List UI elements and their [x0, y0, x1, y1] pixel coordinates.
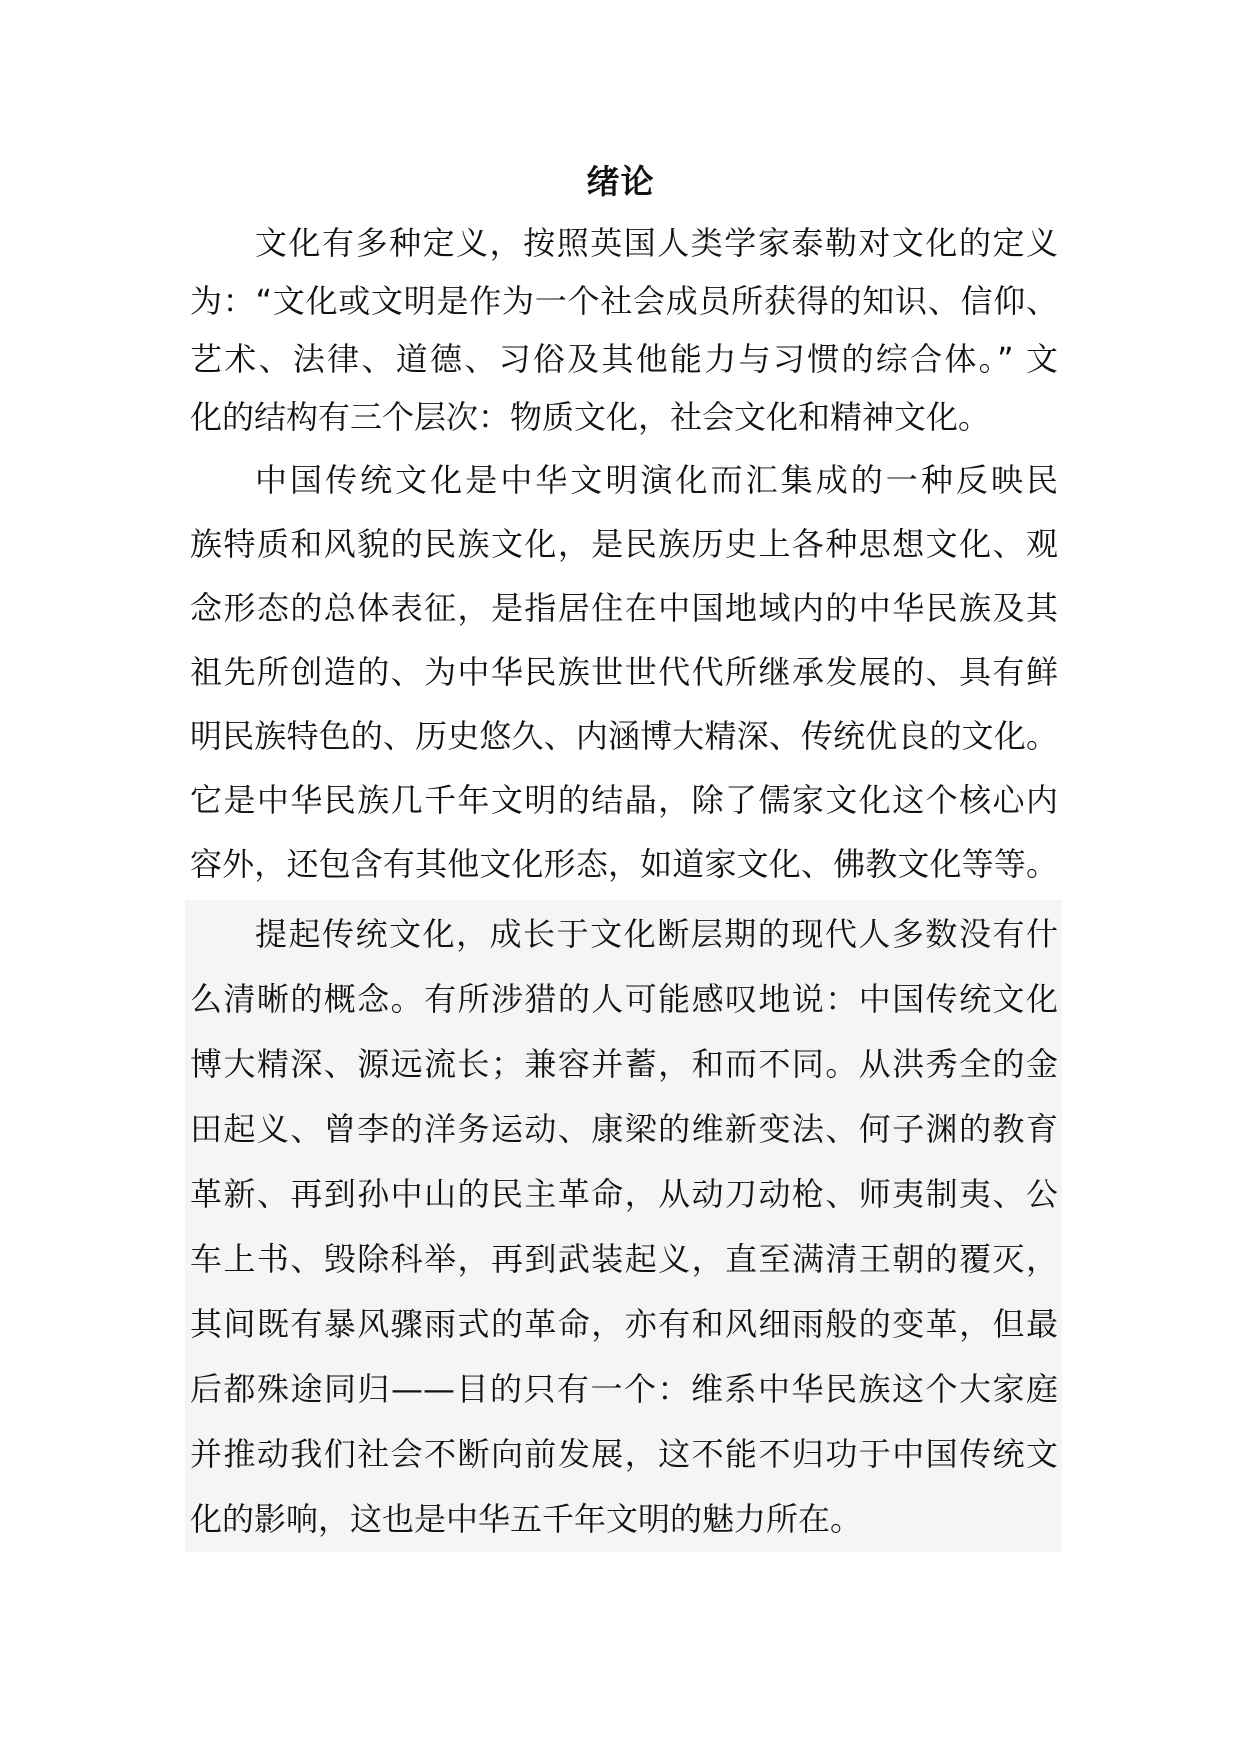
paragraph-line: 么清晰的概念。有所涉猎的人可能感叹地说：中国传统文化	[190, 980, 1058, 1018]
paragraph-line: 革新、再到孙中山的民主革命，从动刀动枪、师夷制夷、公	[190, 1175, 1058, 1213]
paragraph-line: 其间既有暴风骤雨式的革命，亦有和风细雨般的变革，但最	[190, 1305, 1058, 1343]
paragraph-line: 后都殊途同归——目的只有一个：维系中华民族这个大家庭	[190, 1370, 1058, 1408]
paragraph-line: 容外，还包含有其他文化形态，如道家文化、佛教文化等等。	[190, 845, 1058, 883]
paragraph-line: 化的影响，这也是中华五千年文明的魅力所在。	[190, 1500, 863, 1538]
paragraph-line: 化的结构有三个层次：物质文化，社会文化和精神文化。	[190, 398, 991, 436]
paragraph-line: 念形态的总体表征，是指居住在中国地域内的中华民族及其	[190, 589, 1058, 627]
paragraph-line: 明民族特色的、历史悠久、内涵博大精深、传统优良的文化。	[190, 717, 1058, 755]
paragraph-line: 它是中华民族几千年文明的结晶，除了儒家文化这个核心内	[190, 781, 1058, 819]
paragraph-line: 为：“文化或文明是作为一个社会成员所获得的知识、信仰、	[190, 282, 1058, 320]
paragraph-line: 并推动我们社会不断向前发展，这不能不归功于中国传统文	[190, 1435, 1058, 1473]
paragraph-line: 车上书、毁除科举，再到武装起义，直至满清王朝的覆灭，	[190, 1240, 1058, 1278]
document-title: 绪论	[586, 162, 655, 201]
paragraph-line: 祖先所创造的、为中华民族世世代代所继承发展的、具有鲜	[190, 653, 1058, 691]
paragraph-line: 提起传统文化，成长于文化断层期的现代人多数没有什	[255, 915, 1058, 953]
paragraph-line: 文化有多种定义，按照英国人类学家泰勒对文化的定义	[255, 224, 1058, 262]
paragraph-line: 族特质和风貌的民族文化，是民族历史上各种思想文化、观	[190, 525, 1058, 563]
paragraph-line: 中国传统文化是中华文明演化而汇集成的一种反映民	[255, 461, 1058, 499]
paragraph-line: 艺术、法律、道德、习俗及其他能力与习惯的综合体。” 文	[190, 340, 1058, 378]
paragraph-line: 博大精深、源远流长；兼容并蓄，和而不同。从洪秀全的金	[190, 1045, 1058, 1083]
paragraph-line: 田起义、曾李的洋务运动、康梁的维新变法、何子渊的教育	[190, 1110, 1058, 1148]
